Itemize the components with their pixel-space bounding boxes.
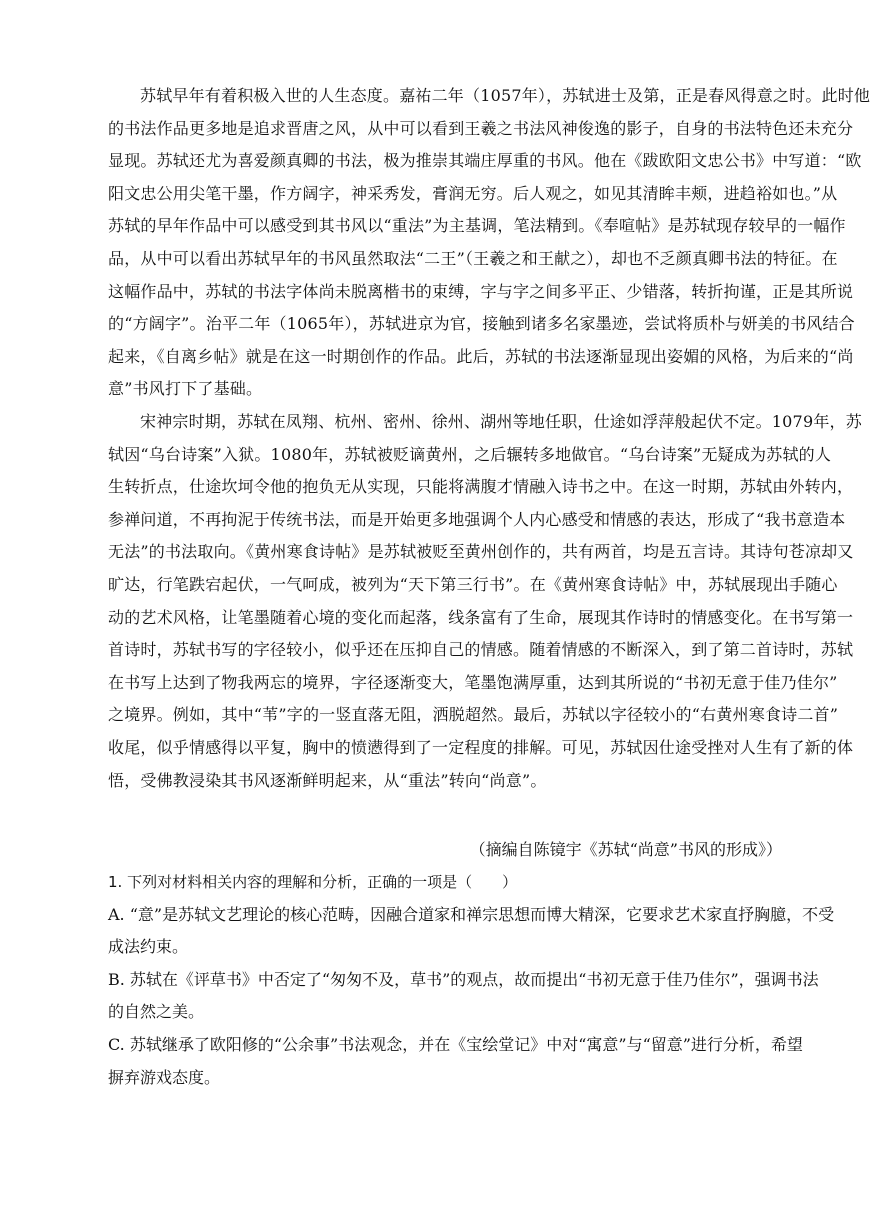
paragraph-line: 品，从中可以看出苏轼早年的书风虽然取法“二王”（王羲之和王献之），却也不乏颜真卿书法的特征。在 [108,248,838,268]
paragraph-line: 无法”的书法取向。《黄州寒食诗帖》是苏轼被贬至黄州创作的，共有两首，均是五言诗。其诗句苍凉却又 [108,542,854,562]
paragraph-line: 苏轼早年有着积极入世的人生态度。嘉祐二年（1057年），苏轼进士及第，正是春风得意之时。此时他 [140,86,870,105]
paragraph-line: 参禅问道，不再拘泥于传统书法，而是开始更多地强调个人内心感受和情感的表达，形成了“我书意造本 [108,509,846,529]
paragraph-line: 的书法作品更多地是追求晋唐之风，从中可以看到王羲之书法风神俊逸的影子，自身的书法特色还未充分 [108,118,854,138]
option-line: 成法约束。 [108,937,189,957]
paragraph-line: 这幅作品中，苏轼的书法字体尚未脱离楷书的束缚，字与字之间多平正、少错落，转折拘谨，正是其所说 [108,281,854,301]
paragraph-line: 生转折点，仕途坎坷令他的抱负无从实现，只能将满腹才情融入诗书之中。在这一时期，苏轼由外转内， [108,477,854,497]
paragraph-line: 收尾，似乎情感得以平复，胸中的愤懑得到了一定程度的排解。可见，苏轼因仕途受挫对人生有了新的体 [108,737,854,757]
paragraph-line: 轼因“乌台诗案”入狱。1080年，苏轼被贬谪黄州，之后辗转多地做官。“乌台诗案”无疑成为苏轼的人 [108,444,832,464]
paragraph-line: 旷达，行笔跌宕起伏，一气呵成，被列为“天下第三行书”。在《黄州寒食诗帖》中，苏轼展现出手随心 [108,574,838,594]
paragraph-line: 起来，《自离乡帖》就是在这一时期创作的作品。此后，苏轼的书法逐渐显现出姿媚的风格，为后来的“尚 [108,346,854,366]
option-line: 的自然之美。 [108,1002,205,1022]
paragraph-2 [108,406,862,797]
option-line: A. “意”是苏轼文艺理论的核心范畴，因融合道家和禅宗思想而博大精深，它要求艺术家直抒胸臆，不受 [108,904,835,924]
paragraph-line: 显现。苏轼还尤为喜爱颜真卿的书法，极为推崇其端庄厚重的书风。他在《跋欧阳文忠公书》中写道：“欧 [108,151,862,171]
paragraph-line: 在书写上达到了物我两忘的境界，字径逐渐变大，笔墨饱满厚重，达到其所说的“书初无意于佳乃佳尔” [108,672,838,692]
question-block [108,866,835,1094]
paragraph-line: 意”书风打下了基础。 [108,379,263,399]
paragraph-line: 悟，受佛教浸染其书风逐渐鲜明起来，从“重法”转向“尚意”。 [108,770,547,790]
option-line: C. 苏轼继承了欧阳修的“公余事”书法观念，并在《宝绘堂记》中对“寓意”与“留意”进行分析，希望 [108,1034,803,1054]
paragraph-1 [108,80,870,406]
paragraph-line: 宋神宗时期，苏轼在凤翔、杭州、密州、徐州、湖州等地任职，仕途如浮萍般起伏不定。1079年，苏 [140,412,862,431]
option-line: 摒弃游戏态度。 [108,1067,221,1087]
question-stem: 1. 下列对材料相关内容的理解和分析，正确的一项是（ ） [108,873,518,891]
paragraph-line: 之境界。例如，其中“苇”字的一竖直落无阻，洒脱超然。最后，苏轼以字径较小的“右黄州寒食诗二首” [108,705,839,725]
paragraph-line: 苏轼的早年作品中可以感受到其书风以“重法”为主基调，笔法精到。《奉喧帖》是苏轼现存较早的一幅作 [108,216,846,236]
source-citation: （摘编自陈镜宇《苏轼“尚意”书风的形成》） [469,840,782,859]
paragraph-line: 首诗时，苏轼书写的字径较小，似乎还在压抑自己的情感。随着情感的不断深入，到了第二首诗时，苏轼 [108,640,854,660]
paragraph-line: 阳文忠公用尖笔干墨，作方阔字，神采秀发，膏润无穷。后人观之，如见其清眸丰颊，进趋裕如也。”从 [108,183,838,203]
paragraph-line: 动的艺术风格，让笔墨随着心境的变化而起落，线条富有了生命，展现其作诗时的情感变化。在书写第一 [108,607,854,627]
paragraph-line: 的“方阔字”。治平二年（1065年），苏轼进京为官，接触到诸多名家墨迹，尝试将质朴与妍美的书风结合 [108,314,855,334]
option-line: B. 苏轼在《评草书》中否定了“匆匆不及，草书”的观点，故而提出“书初无意于佳乃佳尔”，强调书法 [108,969,819,989]
